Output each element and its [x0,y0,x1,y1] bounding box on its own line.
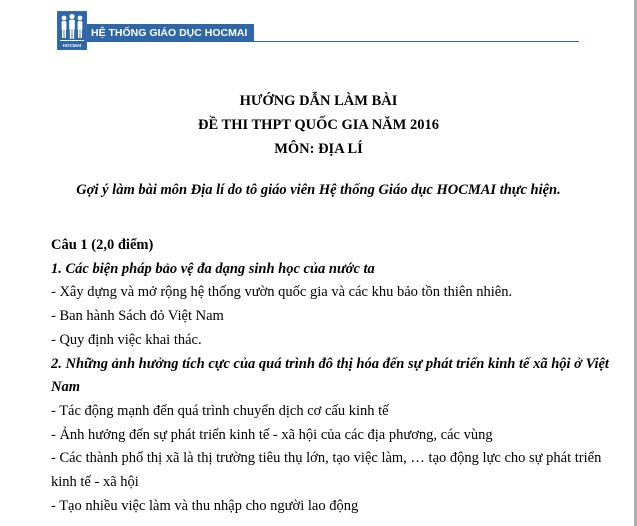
list-item: - Các thành phố thị xã là thị trường tiêu thụ lớn, tạo việc làm, … tạo động lực cho sự phát triển [51,450,602,467]
list-item: - Ảnh hưởng đến sự phát triển kinh tế - xã hội của các địa phương, các vùng [51,426,493,443]
title-line-1: HƯỚNG DẪN LÀM BÀI [239,93,398,109]
svg-text:HOCMAI: HOCMAI [62,43,82,48]
list-item: - Tác động mạnh đến quá trình chuyển dịch cơ cấu kinh tế [51,402,389,419]
part2-title-cont: Nam [51,379,80,396]
header-divider [254,41,579,42]
list-item: - Quy định việc khai thác. [51,331,202,348]
document-titles [0,89,637,161]
part2-title: 2. Những ảnh hưởng tích cực của quá trình đô thị hóa đến sự phát triển kinh tế xã hội ở Việt [51,355,609,372]
question-heading: Câu 1 (2,0 điểm) [51,237,154,253]
list-item: - Tạo nhiều việc làm và thu nhập cho người lao động [51,497,359,514]
list-item: - Xây dựng và mở rộng hệ thống vườn quốc gia và các khu bảo tồn thiên nhiên. [51,284,513,301]
title-line-2: ĐỀ THI THPT QUỐC GIA NĂM 2016 [198,117,439,133]
brand-banner: HỆ THỐNG GIÁO DỤC HOCMAI [87,24,254,42]
part1-title: 1. Các biện pháp bảo vệ đa dạng sinh học của nước ta [51,260,375,277]
people-logo-icon [58,12,86,49]
list-item: - Ban hành Sách đỏ Việt Nam [51,308,224,325]
intro-note: Gợi ý làm bài môn Địa lí do tô giáo viên Hệ thống Giáo dục HOCMAI thực hiện. [76,182,561,198]
title-line-3: MÔN: ĐỊA LÍ [274,141,363,157]
list-item: kinh tế - xã hội [51,474,139,491]
answer-body [51,234,611,518]
hocmai-logo [57,11,87,50]
